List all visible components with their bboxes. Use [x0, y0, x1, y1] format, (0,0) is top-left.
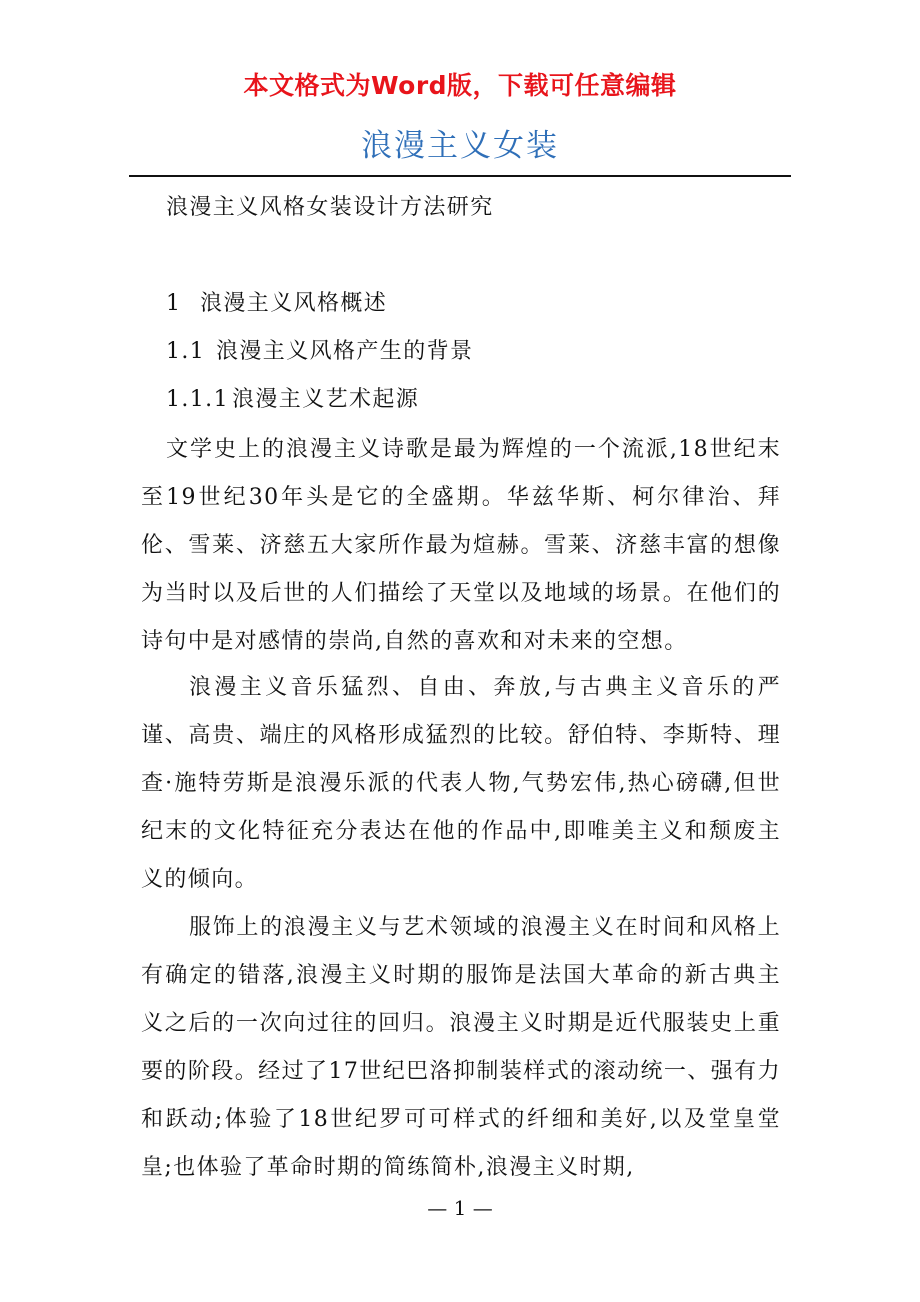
title-divider [129, 175, 791, 177]
document-title: 浪漫主义女装 [361, 128, 559, 164]
document-subtitle: 浪漫主义风格女装设计方法研究 [166, 195, 494, 220]
heading-text: 浪漫主义风格概述 [200, 291, 388, 316]
heading-number: 1.1 [166, 339, 206, 364]
heading-number: 1.1.1 [166, 387, 229, 412]
paragraph-fashion: 服饰上的浪漫主义与艺术领域的浪漫主义在时间和风格上有确定的错落,浪漫主义时期的服饰是法国大革命的新古典主义之后的一次向过往的回归。浪漫主义时期是近代服装史上重要的阶段。经过了17世纪巴洛抑制装样式的滚动统一、强有力和跃动;体验了18世纪罗可可样式的纤细和美好,以及堂皇堂皇;也体验了革命时期的简练简朴,浪漫主义时期, [141, 915, 781, 1180]
heading-level-3 [166, 382, 419, 413]
page-number: — 1 — [427, 1196, 493, 1220]
paragraph-literature: 文学史上的浪漫主义诗歌是最为辉煌的一个流派,18世纪末至19世纪30年头是它的全盛期。华兹华斯、柯尔律治、拜伦、雪莱、济慈五大家所作最为煊赫。雪莱、济慈丰富的想像为当时以及后世的人们描绘了天堂以及地域的场景。在他们的诗句中是对感情的崇尚,自然的喜欢和对未来的空想。 [141, 437, 781, 654]
heading-text: 浪漫主义风格产生的背景 [216, 339, 474, 364]
paragraph-music: 浪漫主义音乐猛烈、自由、奔放,与古典主义音乐的严谨、高贵、端庄的风格形成猛烈的比较。舒伯特、李斯特、理查·施特劳斯是浪漫乐派的代表人物,气势宏伟,热心磅礴,但世纪末的文化特征充分表达在他的作品中,即唯美主义和颓废主义的倾向。 [141, 675, 781, 892]
heading-text: 浪漫主义艺术起源 [232, 387, 420, 412]
heading-level-1 [166, 286, 387, 317]
format-notice-banner: 本文格式为Word版，下载可任意编辑 [243, 71, 677, 100]
heading-level-2 [166, 334, 473, 365]
heading-number: 1 [166, 291, 182, 316]
